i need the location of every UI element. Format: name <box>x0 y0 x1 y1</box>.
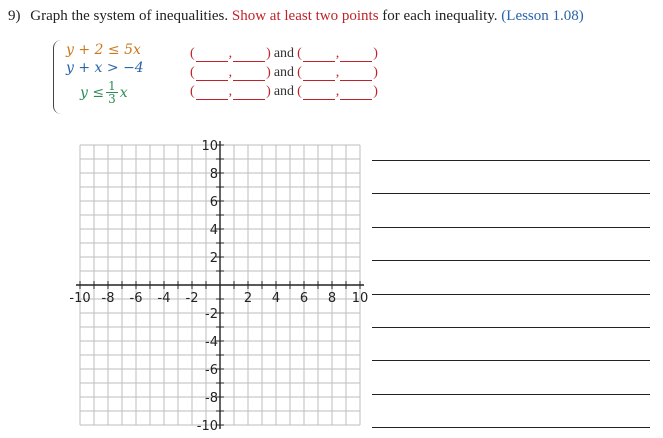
inequality-3-lhs: y ≤ <box>80 84 105 101</box>
fraction-one-third <box>106 80 118 105</box>
y-blank[interactable] <box>233 87 265 100</box>
inequality-3 <box>80 80 128 105</box>
y-tick-label: -2 <box>205 307 218 322</box>
point-row-1 <box>190 46 378 62</box>
comma: , <box>335 84 340 99</box>
question-text: Graph the system of inequalities. <box>30 8 229 24</box>
close-paren: ) <box>266 65 271 80</box>
answer-line[interactable] <box>372 227 650 228</box>
inequality-3-var: x <box>119 84 128 101</box>
open-paren: ( <box>190 84 195 99</box>
open-paren: ( <box>297 65 302 80</box>
y-blank[interactable] <box>233 68 265 81</box>
y-tick-label: -6 <box>205 363 218 378</box>
close-paren: ) <box>266 84 271 99</box>
x-blank[interactable] <box>196 87 228 100</box>
x-blank[interactable] <box>303 87 335 100</box>
y-blank[interactable] <box>340 87 372 100</box>
y-tick-label: -10 <box>196 419 218 434</box>
x-tick-label: 4 <box>271 291 281 306</box>
x-tick-label: -2 <box>185 291 199 306</box>
y-tick-label: 2 <box>209 251 218 266</box>
x-blank[interactable] <box>196 49 228 62</box>
comma: , <box>228 46 233 61</box>
x-tick-label: 2 <box>243 291 253 306</box>
x-tick-label: -10 <box>69 291 91 306</box>
close-paren: ) <box>373 84 378 99</box>
answer-line[interactable] <box>372 193 650 194</box>
and-label: and <box>273 84 295 99</box>
close-paren: ) <box>266 46 271 61</box>
answer-line[interactable] <box>372 360 650 361</box>
question-number: 9) <box>8 8 21 24</box>
open-paren: ( <box>190 65 195 80</box>
system-brace <box>53 40 64 114</box>
y-tick-label: 4 <box>209 223 218 238</box>
lesson-reference: (Lesson 1.08) <box>501 8 584 24</box>
answer-line[interactable] <box>372 327 650 328</box>
answer-line[interactable] <box>372 427 650 428</box>
inequality-2: y + x > −4 <box>66 60 144 76</box>
y-tick-label: 8 <box>209 167 218 182</box>
question-text-after: for each inequality. <box>382 8 498 24</box>
point-row-2 <box>190 65 378 81</box>
y-tick-label: -4 <box>205 335 218 350</box>
fraction-denominator: 3 <box>108 92 116 106</box>
comma: , <box>228 65 233 80</box>
coordinate-grid[interactable] <box>60 135 369 435</box>
y-blank[interactable] <box>340 49 372 62</box>
comma: , <box>228 84 233 99</box>
y-tick-label: 10 <box>201 139 218 154</box>
close-paren: ) <box>373 46 378 61</box>
x-tick-label: 8 <box>327 291 337 306</box>
close-paren: ) <box>373 65 378 80</box>
y-tick-label: -8 <box>205 391 218 406</box>
and-label: and <box>273 46 295 61</box>
open-paren: ( <box>297 46 302 61</box>
open-paren: ( <box>190 46 195 61</box>
comma: , <box>335 65 340 80</box>
point-row-3 <box>190 84 378 100</box>
x-tick-label: -6 <box>129 291 143 306</box>
y-blank[interactable] <box>340 68 372 81</box>
x-tick-label: 6 <box>299 291 309 306</box>
x-tick-label: -8 <box>101 291 115 306</box>
x-tick-label: -4 <box>157 291 171 306</box>
x-blank[interactable] <box>303 68 335 81</box>
inequality-1: y + 2 ≤ 5x <box>66 42 141 58</box>
comma: , <box>335 46 340 61</box>
y-tick-label: 6 <box>209 195 218 210</box>
x-tick-label: 10 <box>351 291 369 306</box>
x-blank[interactable] <box>303 49 335 62</box>
question-highlight: Show at least two points <box>231 8 379 24</box>
y-blank[interactable] <box>233 49 265 62</box>
answer-line[interactable] <box>372 160 650 161</box>
question-prompt <box>8 8 584 25</box>
and-label: and <box>273 65 295 80</box>
x-blank[interactable] <box>196 68 228 81</box>
fraction-numerator: 1 <box>108 79 116 93</box>
answer-line[interactable] <box>372 260 650 261</box>
answer-line[interactable] <box>372 294 650 295</box>
open-paren: ( <box>297 84 302 99</box>
answer-line[interactable] <box>372 394 650 395</box>
